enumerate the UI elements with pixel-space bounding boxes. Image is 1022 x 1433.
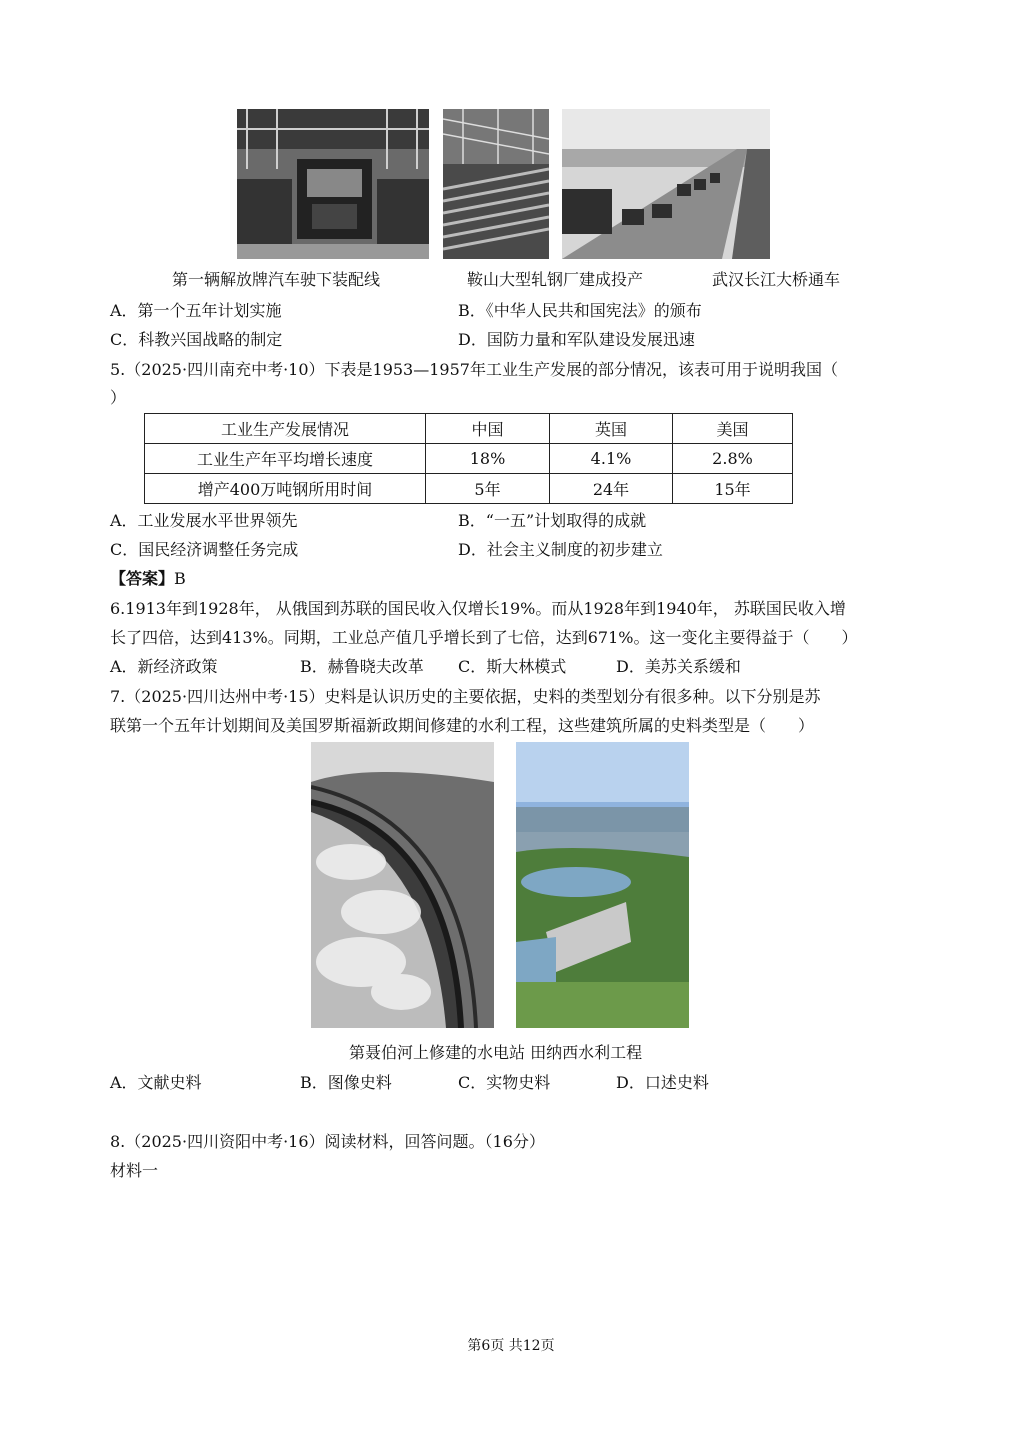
- q7-stem-line1: 7.（2025·四川达州中考·15）史料是认识历史的主要依据，史料的类型划分有很多种。以下分别是苏: [110, 687, 821, 706]
- photo-wuhan-yangtze-bridge: [562, 109, 770, 259]
- table-header-cell: 中国: [426, 414, 550, 444]
- table-header-cell: 工业生产发展情况: [145, 414, 426, 444]
- q4-option-a: A．第一个五年计划实施: [110, 301, 282, 320]
- caption-jiefang-truck: 第一辆解放牌汽车驶下装配线: [172, 270, 381, 289]
- q5-stem: 5.（2025·四川南充中考·10）下表是1953—1957年工业生产发展的部分情况，该表可用于说明我国（: [110, 360, 838, 379]
- q5-option-c: C．国民经济调整任务完成: [110, 540, 299, 559]
- table-row: [145, 444, 793, 474]
- table-cell: 工业生产年平均增长速度: [145, 444, 426, 474]
- answer-label: 【答案】: [110, 569, 175, 588]
- q7-option-c: C．实物史料: [458, 1073, 551, 1092]
- q4-option-c: C．科教兴国战略的制定: [110, 330, 283, 349]
- q5-option-b: B．“一五”计划取得的成就: [458, 511, 647, 530]
- table-cell: 5年: [426, 474, 550, 504]
- table-cell: 15年: [673, 474, 793, 504]
- answer-value: B: [174, 569, 186, 588]
- table-cell: 增产400万吨钢所用时间: [145, 474, 426, 504]
- q6-stem-line2: 长了四倍，达到413%。同期，工业总产值几乎增长到了七倍，达到671%。这一变化主要得益于（ ）: [110, 628, 858, 647]
- caption-wuhan-bridge: 武汉长江大桥通车: [712, 270, 841, 289]
- q6-option-c: C．斯大林模式: [458, 657, 567, 676]
- table-cell: 2.8%: [673, 444, 793, 474]
- q7-option-b: B．图像史料: [300, 1073, 392, 1092]
- q5-stem-continued: ）: [110, 388, 127, 407]
- q8-material-one: 材料一: [110, 1161, 159, 1180]
- q5-answer: [110, 566, 186, 589]
- q6-option-b: B．赫鲁晓夫改革: [300, 657, 424, 676]
- photo-anshan-steel-mill: [443, 109, 549, 259]
- table-header-cell: 英国: [550, 414, 673, 444]
- table-header-row: [145, 414, 793, 444]
- table-cell: 18%: [426, 444, 550, 474]
- q6-option-d: D．美苏关系缓和: [616, 657, 741, 676]
- caption-anshan-steel: 鞍山大型轧钢厂建成投产: [467, 270, 644, 289]
- table-header-cell: 美国: [673, 414, 793, 444]
- table-cell: 24年: [550, 474, 673, 504]
- q6-stem-line1: 6.1913年到1928年， 从俄国到苏联的国民收入仅增长19%。而从1928年到1940年， 苏联国民收入增: [110, 599, 846, 618]
- q8-stem: 8.（2025·四川资阳中考·16）阅读材料，回答问题。（16分）: [110, 1132, 545, 1151]
- q5-option-d: D．社会主义制度的初步建立: [458, 540, 663, 559]
- q7-option-a: A．文献史料: [110, 1073, 202, 1092]
- q4-option-b: B．《中华人民共和国宪法》的颁布: [458, 301, 702, 320]
- table-cell: 4.1%: [550, 444, 673, 474]
- q5-industry-table: [144, 413, 793, 504]
- page-number-footer: 第6页 共12页: [467, 1338, 555, 1354]
- q7-option-d: D．口述史料: [616, 1073, 709, 1092]
- q7-stem-line2: 联第一个五年计划期间及美国罗斯福新政期间修建的水利工程，这些建筑所属的史料类型是（ ）: [110, 716, 815, 735]
- photo-dnieper-hydro-station: [311, 742, 494, 1028]
- q7-caption: 第聂伯河上修建的水电站 田纳西水利工程: [349, 1043, 643, 1062]
- q6-option-a: A．新经济政策: [110, 657, 218, 676]
- photo-tennessee-valley-dam: [516, 742, 689, 1028]
- q4-option-d: D．国防力量和军队建设发展迅速: [458, 330, 695, 349]
- photo-jiefang-truck: [237, 109, 429, 259]
- table-row: [145, 474, 793, 504]
- q5-option-a: A．工业发展水平世界领先: [110, 511, 298, 530]
